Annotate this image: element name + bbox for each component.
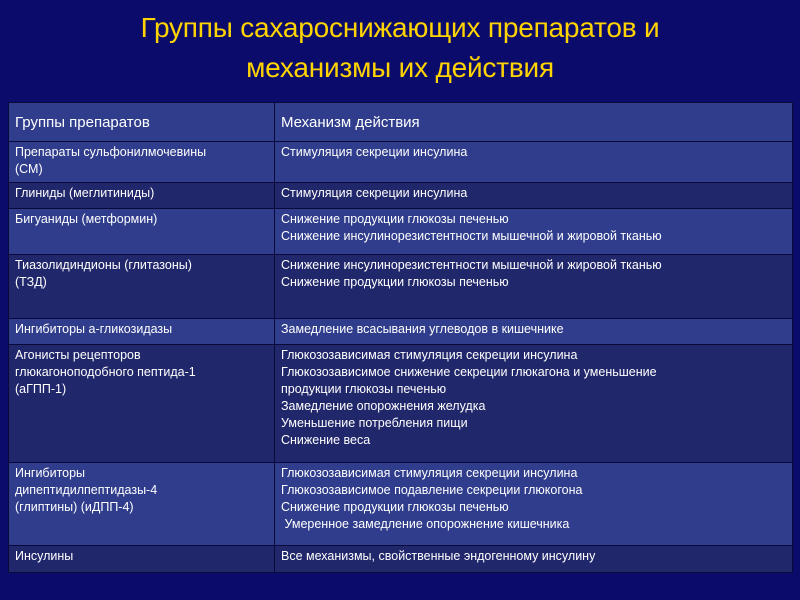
table-row (9, 141, 792, 182)
mechanism-text: Снижение инсулинорезистентности мышечной и жировой тканью (281, 258, 662, 272)
mechanism-cell (275, 463, 792, 545)
group-text: (аГПП-1) (15, 382, 67, 396)
mechanism-text: Замедление всасывания углеводов в кишечнике (281, 322, 564, 336)
group-cell (9, 183, 275, 208)
mechanism-cell (275, 345, 792, 462)
mechanism-text: Снижение инсулинорезистентности мышечной и жировой тканью (281, 229, 662, 243)
slide-title (0, 8, 800, 88)
mechanism-text: Глюкозозависимое подавление секреции глюкогона (281, 483, 583, 497)
mechanism-text: Глюкозозависимая стимуляция секреции инсулина (281, 466, 578, 480)
group-cell (9, 546, 275, 572)
mechanism-text: Замедление опорожнения желудка (281, 399, 486, 413)
mechanism-cell (275, 319, 792, 344)
mechanism-text: Снижение веса (281, 433, 371, 447)
group-text: Глиниды (меглитиниды) (15, 186, 155, 200)
mechanism-text: Снижение продукции глюкозы печенью (281, 500, 509, 514)
mechanism-text: Стимуляция секреции инсулина (281, 145, 468, 159)
slide-title-line-2: механизмы их действия (246, 52, 554, 83)
group-text: Бигуаниды (метформин) (15, 212, 158, 226)
table-row (9, 344, 792, 462)
group-text: Тиазолидиндионы (глитазоны) (15, 258, 192, 272)
slide-title-line-1: Группы сахароснижающих препаратов и (140, 12, 660, 43)
group-text: Агонисты рецепторов (15, 348, 141, 362)
group-cell (9, 209, 275, 254)
mechanism-text: Глюкозозависимое снижение секреции глюкагона и уменьшение (281, 365, 657, 379)
group-text: дипептидилпептидазы-4 (15, 483, 158, 497)
group-text: Ингибиторы а-гликозидазы (15, 322, 173, 336)
mechanism-text: Уменьшение потребления пищи (281, 416, 468, 430)
group-text: Инсулины (15, 549, 74, 563)
group-text: (глиптины) (иДПП-4) (15, 500, 134, 514)
mechanism-cell (275, 255, 792, 318)
group-text: Препараты сульфонилмочевины (15, 145, 207, 159)
mechanism-cell (275, 142, 792, 182)
group-text: (ТЗД) (15, 275, 47, 289)
group-cell (9, 463, 275, 545)
group-text: глюкагоноподобного пептида-1 (15, 365, 196, 379)
table-row (9, 545, 792, 572)
mechanism-cell (275, 546, 792, 572)
group-cell (9, 255, 275, 318)
mechanism-text: Стимуляция секреции инсулина (281, 186, 468, 200)
group-text: (СМ) (15, 162, 43, 176)
mechanism-text: Снижение продукции глюкозы печенью (281, 275, 509, 289)
group-text: Ингибиторы (15, 466, 86, 480)
table-header-row (9, 103, 792, 141)
mechanism-cell (275, 209, 792, 254)
mechanism-text: Все механизмы, свойственные эндогенному инсулину (281, 549, 596, 563)
mechanism-text: Глюкозозависимая стимуляция секреции инсулина (281, 348, 578, 362)
group-cell (9, 142, 275, 182)
table-row (9, 182, 792, 208)
mechanism-text: продукции глюкозы печенью (281, 382, 447, 396)
group-cell (9, 319, 275, 344)
mechanism-cell (275, 183, 792, 208)
drug-groups-table (8, 102, 793, 573)
mechanism-text: Снижение продукции глюкозы печенью (281, 212, 509, 226)
group-cell (9, 345, 275, 462)
table-row (9, 318, 792, 344)
table-row (9, 462, 792, 545)
mechanism-text: Умеренное замедление опорожнение кишечника (281, 517, 570, 531)
column-header-groups: Группы препаратов (9, 103, 275, 141)
table-row (9, 254, 792, 318)
table-row (9, 208, 792, 254)
column-header-mechanism: Механизм действия (281, 114, 420, 131)
